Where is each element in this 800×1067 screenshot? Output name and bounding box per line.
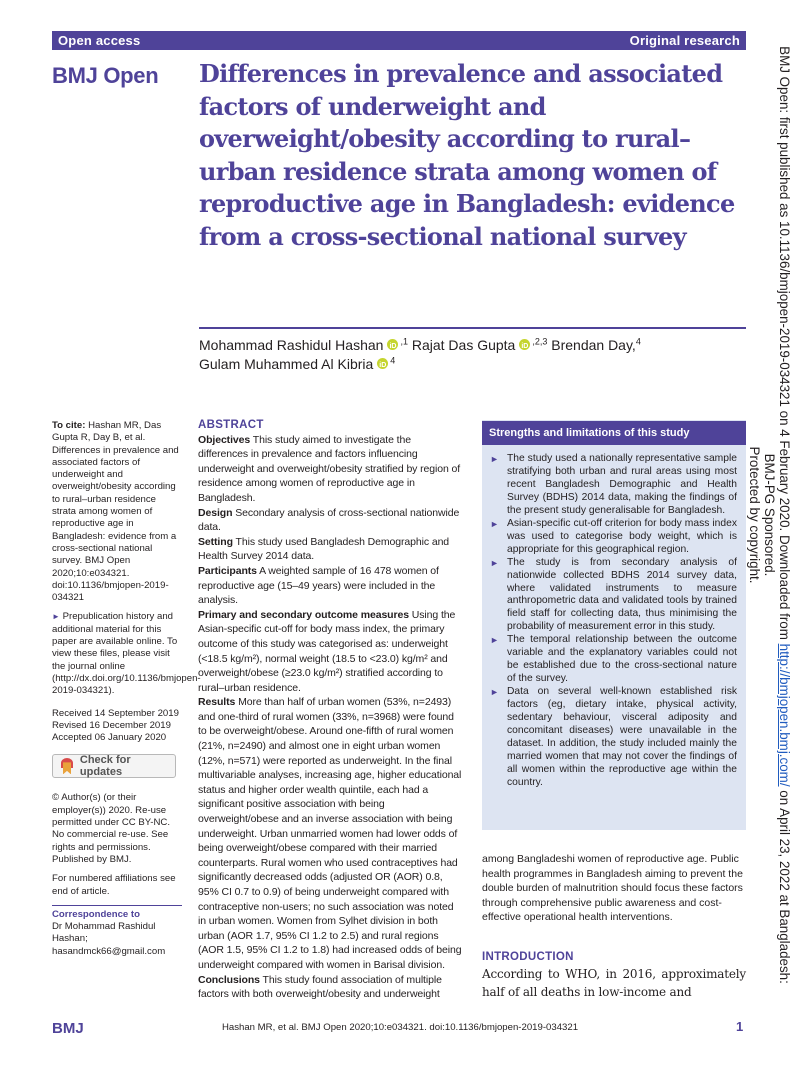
list-item: ► Asian-specific cut-off criterion for body mass index was used to categorise body weight, which is appropriate for this geographical region. [490,517,737,555]
abstract: ABSTRACT Objectives This study aimed to investigate the differences in prevalence and factors influencing underweight and overweight/obesity stratified by region of residence among women of reproductive age in Bangladesh. Design Secondary analysis of cross-sectional nationwide data. Setting This study used Bangladesh Demographic and Health Survey 2014 data. Participants A weighted sample of 16 478 women of reproductive age (15–49 years) were included in the analysis. Primary and secondary outcome measures Using the Asian-specific cut-off for body mass index, the primary outcome of this study was categorised as: underweight (<18.5 kg/m²), normal weight (18.5 to <23.0) kg/m² and overweight/obese (≥23.0 kg/m²) stratified according to rural–urban residence. Results More than half of urban women (53%, n=2493) and one-third of rural women (33%, n=3968) were found to be overweight/obese. Around one-fifth of rural women (21%, n=2490) and almost one in eight urban women (12%, n=571) were reported as underweight. In the final multivariable analyses, increasing age, higher educational status and higher order wealth quintile, each had a significant positive association with being overweight/obese and an inverse association with being underweight. Urban unmarried women had lower odds of being overweight/obese compared with their married counterparts. Rural women who used contraceptives had significantly decreased odds (adjusted OR (AOR) 0.8, 95% CI 0.7 to 0.9) of being underweight compared with contraceptive non-users; no such association was noted in urban women. Women from Sylhet division in both urban (AOR 1.7, 95% CI 1.2 to 2.5) and rural regions (AOR 1.5, 95% CI 1.2 to 1.8) had increased odds of being underweight compared with women in Barisal division. Conclusions This study found association of multiple factors with both overweight/obesity and underweight [198,419,462,1001]
list-item: ► Data on several well-known established risk factors (eg, dietary intake, physical activity, sedentary behaviour, visceral adiposity and concomitant diseases) were unavailable in the dataset. In addition, the study included mainly the married women that may not cover the findings of all women within the reproductive age within the country. [490,686,737,788]
page-number: 1 [736,1019,744,1034]
bmj-footer-logo[interactable]: BMJ [52,1020,84,1037]
author-name[interactable]: Gulam Muhammed Al Kibria [199,355,374,372]
box-heading: Strengths and limitations of this study [482,421,746,445]
journal-logo[interactable]: BMJ Open [52,63,159,88]
article-dates: Received 14 September 2019 Revised 16 December 2019 Accepted 06 January 2020 [52,707,179,744]
arrow-icon: ► [490,518,499,529]
strengths-list [482,445,746,790]
affiliations-note: For numbered affiliations see end of article. [52,873,176,897]
arrow-icon: ► [52,612,60,622]
author-list: Mohammad Rashidul HashaniD $^{,1}$ Rajat Das GuptaiD $^{,2,3}$ Brendan Day,$^4$ Gulam Muhammed Al KibriaiD $^4$ [199,336,729,373]
journal-link[interactable]: http://bmjopen.bmj.com/ [777,643,792,787]
orcid-icon[interactable] [377,358,388,369]
article-sidebar [52,420,201,965]
arrow-icon: ► [490,557,499,568]
bookmark-icon [61,758,73,774]
check-for-updates-button[interactable]: Check for updates [52,754,176,778]
list-item: ► The temporal relationship between the outcome variable and the explanatory variables could not be established due to the cross-sectional nature of the survey. [490,634,737,685]
orcid-icon[interactable] [519,339,530,350]
correspondence: Correspondence to Dr Mohammad Rashidul Hashan; hasandmck66@gmail.com [52,905,182,958]
corresponding-email[interactable]: hasandmck66@gmail.com [52,945,166,957]
open-access-label: Open access [58,33,141,48]
arrow-icon: ► [490,454,499,464]
introduction-text: According to WHO, in 2016, approximately half of all deaths in low-income and [482,967,746,999]
strengths-limitations-box [482,420,746,830]
header-bar [52,31,746,50]
author-name[interactable]: Rajat Das Gupta [411,337,516,353]
list-item: ► The study used a nationally representative sample stratifying both urban and rural areas using most recent Bangladesh Demographic and Health Survey (BDHS) 2014 data, making the findings of the present study generalisable for Bangladesh. [490,453,737,516]
copyright-note: © Author(s) (or their employer(s)) 2020. Re-use permitted under CC BY-NC. No commercial re-use. See rights and permissions. Published by BMJ. [52,792,171,865]
arrow-icon: ► [490,687,499,698]
author-name[interactable]: Brendan Day, [551,337,636,353]
prepublication-note: ► Prepublication history and additional material for this paper are available online. To view these files, please visit the journal online (http://dx.doi.org/10.1136/bmjopen-2019-034321). [52,611,201,697]
abstract-heading: ABSTRACT [198,419,264,431]
title-divider [199,327,746,329]
download-notice: BMJ Open: first published as 10.1136/bmjopen-2019-034321 on 4 February 2020. Downloaded from http://bmjopen.bmj.com/ on April 23, 2022 at Bangladesh: BMJ-PG Sponsored. Protected by copyright. [747,46,792,984]
arrow-icon: ► [490,635,499,646]
orcid-icon[interactable] [387,339,398,350]
article-type-label: Original research [629,33,740,48]
footer-citation: Hashan MR, et al. BMJ Open 2020;10:e034321. doi:10.1136/bmjopen-2019-034321 [221,1022,579,1033]
introduction-heading: INTRODUCTION [482,951,574,963]
article-title: Differences in prevalence and associated factors of underweight and overweight/obesity according to rural–urban residence strata among women of reproductive age in Bangladesh: evidence from a cross-sectional national survey [199,59,735,251]
author-name[interactable]: Mohammad Rashidul Hashan [199,337,384,353]
citation-block: To cite: Hashan MR, Das Gupta R, Day B, et al. Differences in prevalence and associated factors of underweight and overweight/obesity according to rural–urban residence strata among women of reproductive age in Bangladesh: evidence from a cross-sectional national survey. BMJ Open 2020;10:e034321. doi:10.1136/bmjopen-2019-034321 [52,420,179,604]
list-item: ► The study is from secondary analysis of nationwide collected BDHS 2014 survey data, where validated instruments to measure anthropometric data and validated tools by trained field staff for collecting data, thus minimising the probability of measurement error in this study. [490,556,737,633]
abstract-continuation: among Bangladeshi women of reproductive age. Public health programmes in Bangladesh aiming to prevent the double burden of malnutrition should focus these factors through comprehensive public awareness and cost-effective operational health interventions. [482,853,743,924]
